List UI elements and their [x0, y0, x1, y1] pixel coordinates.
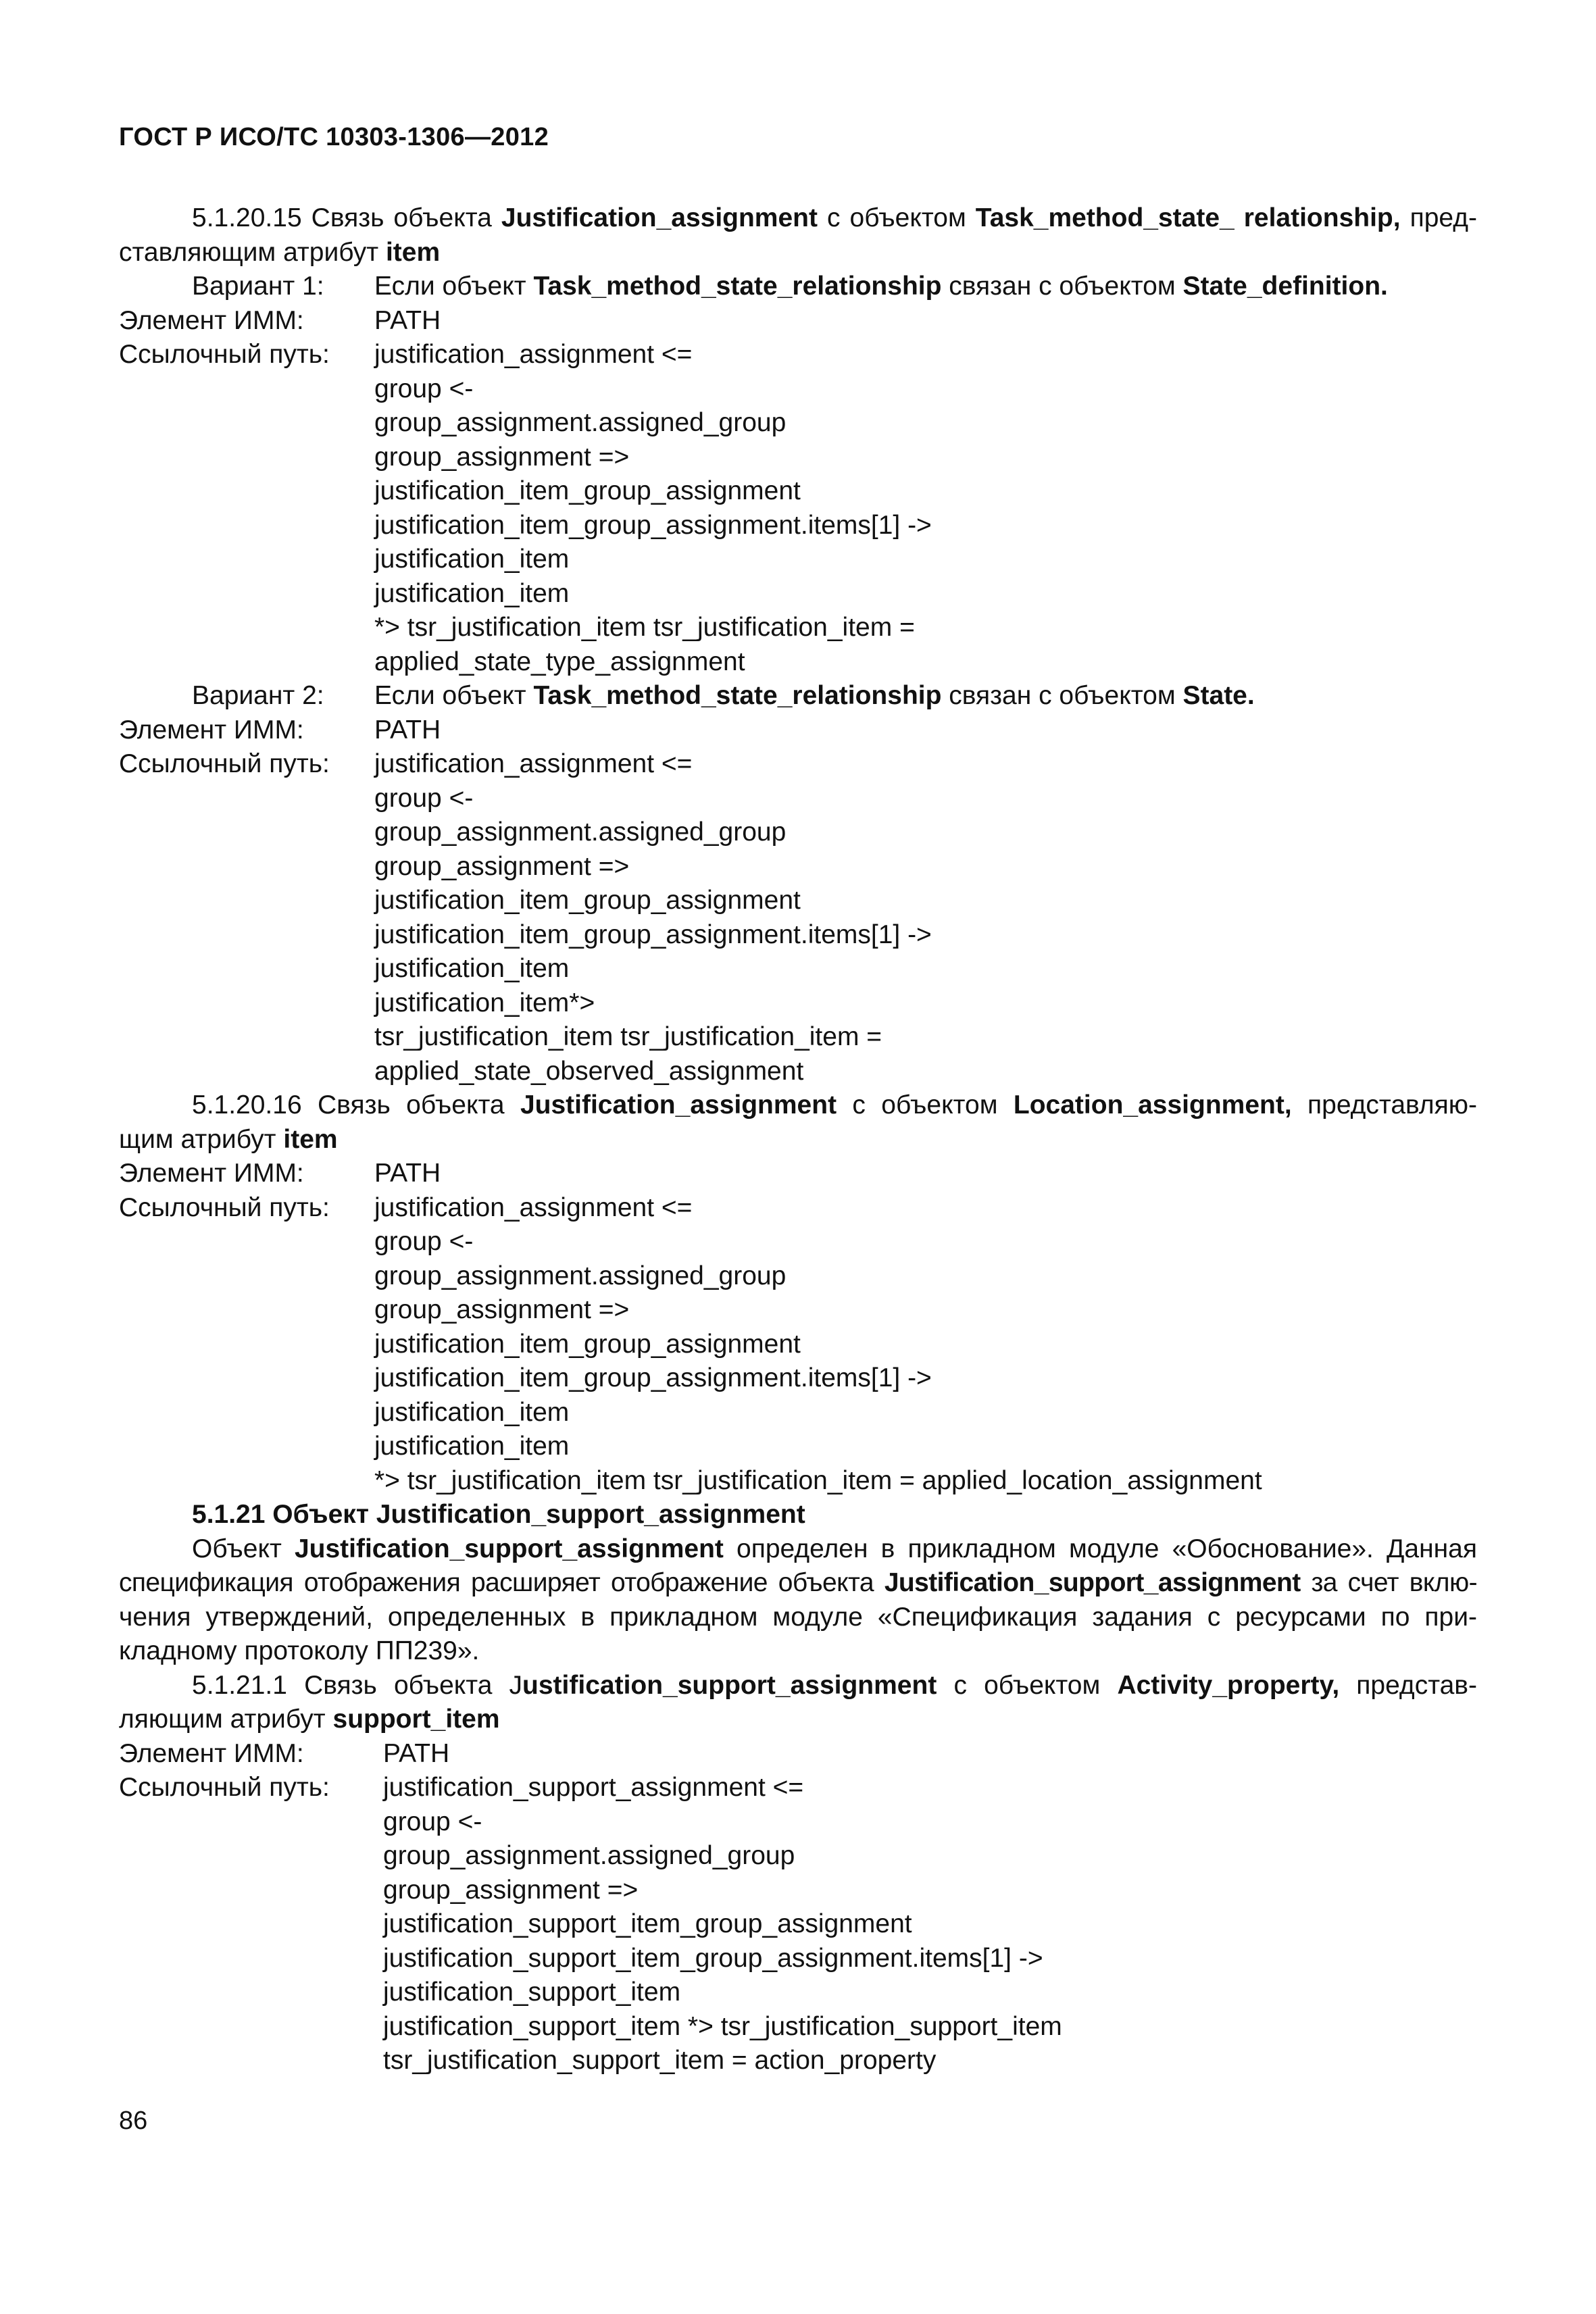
- path-line: group_assignment.assigned_group: [383, 1841, 795, 1870]
- path-row: [119, 1020, 1477, 1055]
- path-row: [119, 815, 1477, 850]
- text: чения утверждений, определенных в прикладном модуле «Спецификация задания с ресурсами по при-: [119, 1602, 1477, 1632]
- text: щим атрибут: [119, 1124, 284, 1154]
- aim-element-value: PATH: [374, 305, 441, 335]
- section-5-1-20-15-title: [119, 201, 1477, 236]
- aim-element-label: Элемент ИММ:: [119, 1738, 304, 1768]
- path-line: justification_item_group_assignment: [374, 886, 801, 915]
- entity-name: Task_method_state_relationship: [533, 681, 942, 710]
- path-line: group_assignment =>: [374, 1295, 630, 1324]
- path-line: group <-: [374, 783, 474, 813]
- path-line: group_assignment.assigned_group: [374, 408, 787, 437]
- path-row: [119, 850, 1477, 884]
- aim-element-row: [119, 1737, 1477, 1771]
- path-row: [119, 372, 1477, 407]
- entity-name: Justification_support_assignment: [884, 1568, 1301, 1597]
- path-row: [119, 1328, 1477, 1362]
- aim-element-value: PATH: [374, 1159, 441, 1188]
- entity-name: State.: [1182, 681, 1255, 710]
- path-line: justification_item: [374, 1397, 570, 1427]
- text: определен в прикладном модуле «Обоснование». Данная: [723, 1534, 1477, 1563]
- aim-element-row: [119, 713, 1477, 748]
- path-line: justification_item: [374, 578, 570, 608]
- path-line: justification_assignment <=: [374, 340, 693, 369]
- path-line: justification_item_group_assignment: [374, 476, 801, 505]
- path-row: [119, 782, 1477, 816]
- path-row: [119, 1396, 1477, 1430]
- text: представ-: [1339, 1670, 1477, 1700]
- path-line: justification_assignment <=: [374, 1192, 693, 1222]
- path-row: [119, 986, 1477, 1021]
- path-line: group_assignment.assigned_group: [374, 818, 787, 847]
- attribute-name: item: [385, 237, 441, 267]
- path-row: [119, 1805, 1477, 1840]
- path-row: [119, 1907, 1477, 1942]
- path-row: [119, 406, 1477, 441]
- path-line: justification_item: [374, 545, 570, 574]
- path-line: justification_item: [374, 1432, 570, 1461]
- aim-element-value: PATH: [383, 1738, 450, 1768]
- variant-text: [374, 679, 1255, 713]
- reference-path-label: Ссылочный путь:: [119, 1773, 330, 1802]
- path-line: justification_assignment <=: [374, 749, 693, 778]
- reference-path-row: [119, 1771, 1477, 1805]
- path-row: [119, 577, 1477, 611]
- path-line: *> tsr_justification_item tsr_justification_item =: [374, 613, 915, 642]
- text: связан с объектом: [941, 272, 1183, 301]
- path-line: group <-: [383, 1807, 482, 1836]
- variant-label: Вариант 2:: [192, 681, 324, 710]
- path-line: justification_item_group_assignment.items[1] ->: [374, 510, 932, 540]
- path-row: [119, 474, 1477, 509]
- variant-1-row: [119, 270, 1477, 304]
- entity-name: State_definition.: [1182, 272, 1388, 301]
- text: с объектом: [937, 1670, 1118, 1700]
- entity-name: Justification_assignment: [520, 1090, 837, 1120]
- entity-name: Activity_property,: [1117, 1670, 1340, 1700]
- path-line: justification_support_item: [383, 1978, 681, 2007]
- path-row: [119, 543, 1477, 577]
- path-row: [119, 1976, 1477, 2010]
- page-number: 86: [119, 2107, 148, 2135]
- attribute-name: item: [283, 1124, 338, 1154]
- aim-element-row: [119, 1157, 1477, 1191]
- section-5-1-21-1-title: [119, 1669, 1477, 1703]
- path-line: justification_support_assignment <=: [383, 1773, 804, 1802]
- path-row: [119, 1293, 1477, 1328]
- path-row: [119, 1430, 1477, 1464]
- text: Объект: [192, 1534, 295, 1563]
- path-line: group <-: [374, 374, 474, 403]
- aim-element-label: Элемент ИММ:: [119, 715, 304, 745]
- aim-element-row: [119, 304, 1477, 338]
- path-row: [119, 441, 1477, 475]
- entity-name: Location_assignment,: [1013, 1090, 1292, 1120]
- path-row: [119, 1873, 1477, 1908]
- path-row: [119, 952, 1477, 986]
- entity-name: Task_method_state_relationship: [533, 272, 942, 301]
- reference-path-row: [119, 338, 1477, 372]
- path-line: tsr_justification_item tsr_justification_item =: [374, 1022, 882, 1051]
- aim-element-value: PATH: [374, 715, 441, 745]
- path-row: [119, 1361, 1477, 1396]
- reference-path-label: Ссылочный путь:: [119, 749, 330, 778]
- variant-label: Вариант 1:: [192, 272, 324, 301]
- document-body: [119, 201, 1477, 2078]
- text: Если объект: [374, 681, 534, 710]
- variant-text: [374, 270, 1388, 304]
- text: ставляющим атрибут: [119, 237, 386, 267]
- section-5-1-21-1-title-cont: [119, 1703, 1477, 1737]
- entity-name: Justification_support_assignment: [376, 1500, 805, 1529]
- paragraph-line: [119, 1634, 1477, 1669]
- path-line: group_assignment =>: [383, 1875, 639, 1905]
- text: представляю-: [1291, 1090, 1477, 1120]
- path-row: [119, 1464, 1477, 1499]
- paragraph-line: [119, 1532, 1477, 1567]
- path-line: applied_state_observed_assignment: [374, 1056, 804, 1086]
- text: 5.1.21.1 Связь объекта J: [192, 1670, 523, 1700]
- text: с объектом: [837, 1090, 1014, 1120]
- path-line: applied_state_type_assignment: [374, 647, 745, 676]
- path-line: justification_support_item_group_assignment.items[1] ->: [383, 1943, 1043, 1973]
- path-line: justification_item*>: [374, 988, 595, 1017]
- path-row: [119, 2044, 1477, 2078]
- section-5-1-20-16-title: [119, 1088, 1477, 1123]
- path-line: justification_support_item_group_assignment: [383, 1909, 912, 1938]
- text: спецификация отображения расширяет отображение объекта: [119, 1568, 884, 1597]
- path-line: group <-: [374, 1227, 474, 1256]
- paragraph-line: [119, 1601, 1477, 1635]
- attribute-name: support_item: [332, 1705, 500, 1734]
- path-line: group_assignment.assigned_group: [374, 1261, 787, 1290]
- path-row: [119, 1225, 1477, 1259]
- path-row: [119, 2010, 1477, 2044]
- path-line: group_assignment =>: [374, 851, 630, 881]
- section-5-1-20-15-title-cont: [119, 236, 1477, 270]
- path-line: justification_item_group_assignment.items[1] ->: [374, 920, 932, 949]
- aim-element-label: Элемент ИММ:: [119, 1159, 304, 1188]
- path-line: *> tsr_justification_item tsr_justification_item = applied_location_assignment: [374, 1465, 1262, 1495]
- document-header: ГОСТ Р ИСО/ТС 10303-1306—2012: [119, 123, 549, 151]
- text: 5.1.20.16 Связь объекта: [192, 1090, 520, 1120]
- path-line: tsr_justification_support_item = action_property: [383, 2046, 937, 2075]
- aim-element-label: Элемент ИММ:: [119, 305, 304, 335]
- path-line: group_assignment =>: [374, 442, 630, 472]
- entity-name: Task_method_state_ relationship,: [975, 203, 1401, 232]
- text: 5.1.20.15 Связь объекта: [192, 203, 501, 232]
- text: ляющим атрибут: [119, 1705, 333, 1734]
- reference-path-label: Ссылочный путь:: [119, 1192, 330, 1222]
- text: пред-: [1400, 203, 1477, 232]
- entity-name: ustification_support_assignment: [522, 1670, 937, 1700]
- path-line: justification_item: [374, 954, 570, 983]
- heading-text: 5.1.21 Объект: [192, 1500, 376, 1529]
- section-5-1-20-16-title-cont: [119, 1123, 1477, 1157]
- text: кладному протоколу ПП239».: [119, 1636, 480, 1665]
- paragraph-line: [119, 1566, 1477, 1601]
- section-5-1-21-heading: [119, 1498, 1477, 1532]
- path-row: [119, 884, 1477, 918]
- path-row: [119, 645, 1477, 680]
- text: связан с объектом: [941, 681, 1183, 710]
- path-line: justification_support_item *> tsr_justification_support_item: [383, 2011, 1062, 2041]
- path-row: [119, 918, 1477, 953]
- path-line: justification_item_group_assignment: [374, 1329, 801, 1359]
- reference-path-label: Ссылочный путь:: [119, 340, 330, 369]
- path-row: [119, 1259, 1477, 1294]
- reference-path-row: [119, 1191, 1477, 1226]
- path-row: [119, 1055, 1477, 1089]
- path-row: [119, 509, 1477, 543]
- path-line: justification_item_group_assignment.items[1] ->: [374, 1363, 932, 1392]
- text: Если объект: [374, 272, 534, 301]
- entity-name: Justification_assignment: [501, 203, 818, 232]
- text: с объектом: [818, 203, 976, 232]
- text: за счет вклю-: [1300, 1568, 1477, 1597]
- path-row: [119, 1942, 1477, 1976]
- variant-2-row: [119, 679, 1477, 713]
- path-row: [119, 1839, 1477, 1873]
- entity-name: Justification_support_assignment: [294, 1534, 724, 1563]
- path-row: [119, 611, 1477, 645]
- reference-path-row: [119, 747, 1477, 782]
